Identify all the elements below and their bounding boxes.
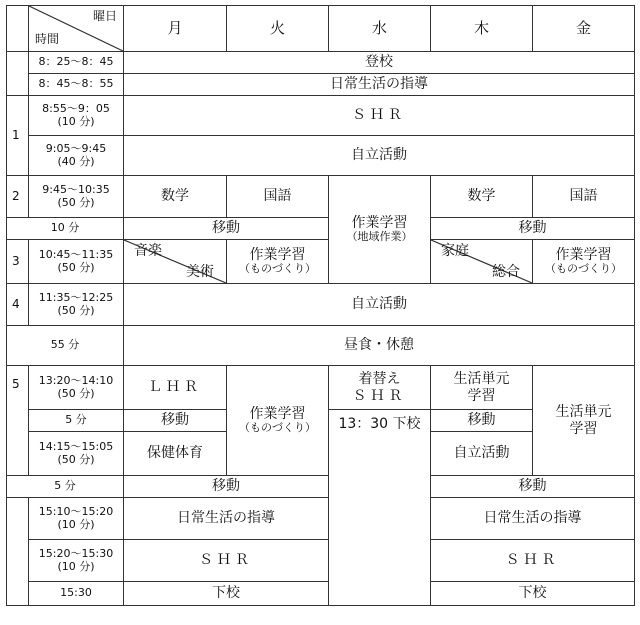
duration-cell: 10 分 xyxy=(7,218,124,240)
end-shr-right: ＳＨＲ xyxy=(431,540,635,582)
tue-pm-sub: （ものづくり） xyxy=(239,421,316,435)
period-number: 5 xyxy=(7,366,29,476)
row-p1-jiritsu xyxy=(7,136,635,176)
thu-p5-a: 生活単元 xyxy=(453,371,510,388)
duration-cell: 5 分 xyxy=(7,476,124,498)
thu-p3-split xyxy=(431,240,533,284)
wed-p5 xyxy=(329,366,431,410)
thu-p2: 数学 xyxy=(431,176,533,218)
jiritsu-cell: 自立活動 xyxy=(124,136,635,176)
fri-pm-a: 生活単元 xyxy=(555,404,612,421)
time-cell xyxy=(29,96,124,136)
mon-p6: 保健体育 xyxy=(124,432,227,476)
fri-p3-work xyxy=(533,240,635,284)
header-diagonal-cell xyxy=(29,6,124,52)
move-cell: 移動 xyxy=(124,218,329,240)
time-range: 13:20～14:10 xyxy=(38,373,114,387)
tue-p2: 国語 xyxy=(227,176,329,218)
day-fri: 金 xyxy=(533,6,635,52)
row-arrival xyxy=(7,52,635,74)
time-range: 8:55～9：05 xyxy=(42,101,110,115)
row-move-10 xyxy=(7,218,635,240)
lunch-cell: 昼食・休憩 xyxy=(124,326,635,366)
tue-p3-work xyxy=(227,240,329,284)
period-number: 4 xyxy=(7,284,29,326)
wed-am-work xyxy=(329,176,431,284)
day-wed: 水 xyxy=(329,6,431,52)
mon-move: 移動 xyxy=(124,410,227,432)
duration-cell: 5 分 xyxy=(29,410,124,432)
duration: (50 分) xyxy=(57,303,95,317)
timetable xyxy=(6,5,635,606)
wed-p5-change: 着替え xyxy=(358,371,401,388)
duration: (10 分) xyxy=(57,517,95,531)
header-youbi: 曜日 xyxy=(92,9,117,23)
tue-pm-main: 作業学習 xyxy=(249,406,306,423)
period-number: 3 xyxy=(7,240,29,284)
time-range: 15:10～15:20 xyxy=(38,504,114,518)
time-range: 9:45～10:35 xyxy=(42,182,110,196)
dismissal-right: 下校 xyxy=(431,582,635,606)
period-blank xyxy=(7,498,29,606)
mon-p3-art: 美術 xyxy=(186,263,214,280)
duration: (50 分) xyxy=(57,386,95,400)
time-cell xyxy=(29,284,124,326)
period-blank xyxy=(7,52,29,96)
row-p1-shr xyxy=(7,96,635,136)
fri-p2: 国語 xyxy=(533,176,635,218)
row-daily-guidance xyxy=(7,74,635,96)
mon-p5: ＬＨＲ xyxy=(124,366,227,410)
duration: (10 分) xyxy=(57,559,95,573)
move-cell: 移動 xyxy=(431,218,635,240)
time-cell xyxy=(29,498,124,540)
thu-p5-b: 学習 xyxy=(467,387,496,404)
tue-pm-work xyxy=(227,366,329,476)
time-cell xyxy=(29,432,124,476)
thu-p3-home: 家庭 xyxy=(441,243,469,259)
time-cell xyxy=(29,136,124,176)
fri-p3-main: 作業学習 xyxy=(555,247,612,264)
wed-am-main: 作業学習 xyxy=(351,215,408,232)
duration: (10 分) xyxy=(57,114,95,128)
time-range: 10:45～11:35 xyxy=(38,247,114,261)
thu-p6: 自立活動 xyxy=(431,432,533,476)
period-number: 1 xyxy=(7,96,29,176)
row-p3 xyxy=(7,240,635,284)
time-range: 9:05～9:45 xyxy=(45,141,107,155)
row-dismissal xyxy=(7,582,635,606)
row-p4 xyxy=(7,284,635,326)
move-cell: 移動 xyxy=(431,476,635,498)
wed-am-sub: （地域作業） xyxy=(346,230,413,244)
row-lunch xyxy=(7,326,635,366)
time-cell xyxy=(29,176,124,218)
time-cell xyxy=(29,240,124,284)
wed-dismissal: 13：30 下校 xyxy=(329,410,431,606)
time-cell: 8：25～8：45 xyxy=(29,52,124,74)
end-guidance-left: 日常生活の指導 xyxy=(124,498,329,540)
time-cell xyxy=(29,366,124,410)
dismissal-left: 下校 xyxy=(124,582,329,606)
fri-p3-sub: （ものづくり） xyxy=(545,262,622,276)
row-p5 xyxy=(7,366,635,410)
corner-blank xyxy=(7,6,29,52)
move-cell: 移動 xyxy=(124,476,329,498)
day-thu: 木 xyxy=(431,6,533,52)
day-tue: 火 xyxy=(227,6,329,52)
duration: (40 分) xyxy=(57,154,95,168)
fri-pm xyxy=(533,366,635,476)
end-shr-left: ＳＨＲ xyxy=(124,540,329,582)
time-cell: 8：45～8：55 xyxy=(29,74,124,96)
duration: (50 分) xyxy=(57,452,95,466)
tue-p3-sub: （ものづくり） xyxy=(239,262,316,276)
period-number: 2 xyxy=(7,176,29,218)
daily-guidance-cell: 日常生活の指導 xyxy=(124,74,635,96)
fri-pm-b: 学習 xyxy=(569,420,598,437)
end-guidance-right: 日常生活の指導 xyxy=(431,498,635,540)
mon-p2: 数学 xyxy=(124,176,227,218)
jiritsu-cell: 自立活動 xyxy=(124,284,635,326)
time-range: 14:15～15:05 xyxy=(38,439,114,453)
thu-move: 移動 xyxy=(431,410,533,432)
schedule-wrap xyxy=(6,5,635,606)
row-p2 xyxy=(7,176,635,218)
time-range: 15:20～15:30 xyxy=(38,546,114,560)
time-cell: 15:30 xyxy=(29,582,124,606)
shr-cell: ＳＨＲ xyxy=(124,96,635,136)
day-mon: 月 xyxy=(124,6,227,52)
header-jikan: 時間 xyxy=(35,32,60,47)
row-move-5b xyxy=(7,476,635,498)
time-cell xyxy=(29,540,124,582)
mon-p3-split xyxy=(124,240,227,284)
tue-p3-main: 作業学習 xyxy=(249,247,306,264)
row-end-shr xyxy=(7,540,635,582)
duration-cell: 55 分 xyxy=(7,326,124,366)
row-end-guidance xyxy=(7,498,635,540)
duration: (50 分) xyxy=(57,195,95,209)
header-row xyxy=(7,6,635,52)
duration: (50 分) xyxy=(57,260,95,274)
arrival-cell: 登校 xyxy=(124,52,635,74)
thu-p3-general: 総合 xyxy=(492,263,520,280)
thu-p5 xyxy=(431,366,533,410)
mon-p3-music: 音楽 xyxy=(134,243,162,259)
time-range: 11:35～12:25 xyxy=(38,290,114,304)
wed-p5-shr: ＳＨＲ xyxy=(352,387,407,404)
